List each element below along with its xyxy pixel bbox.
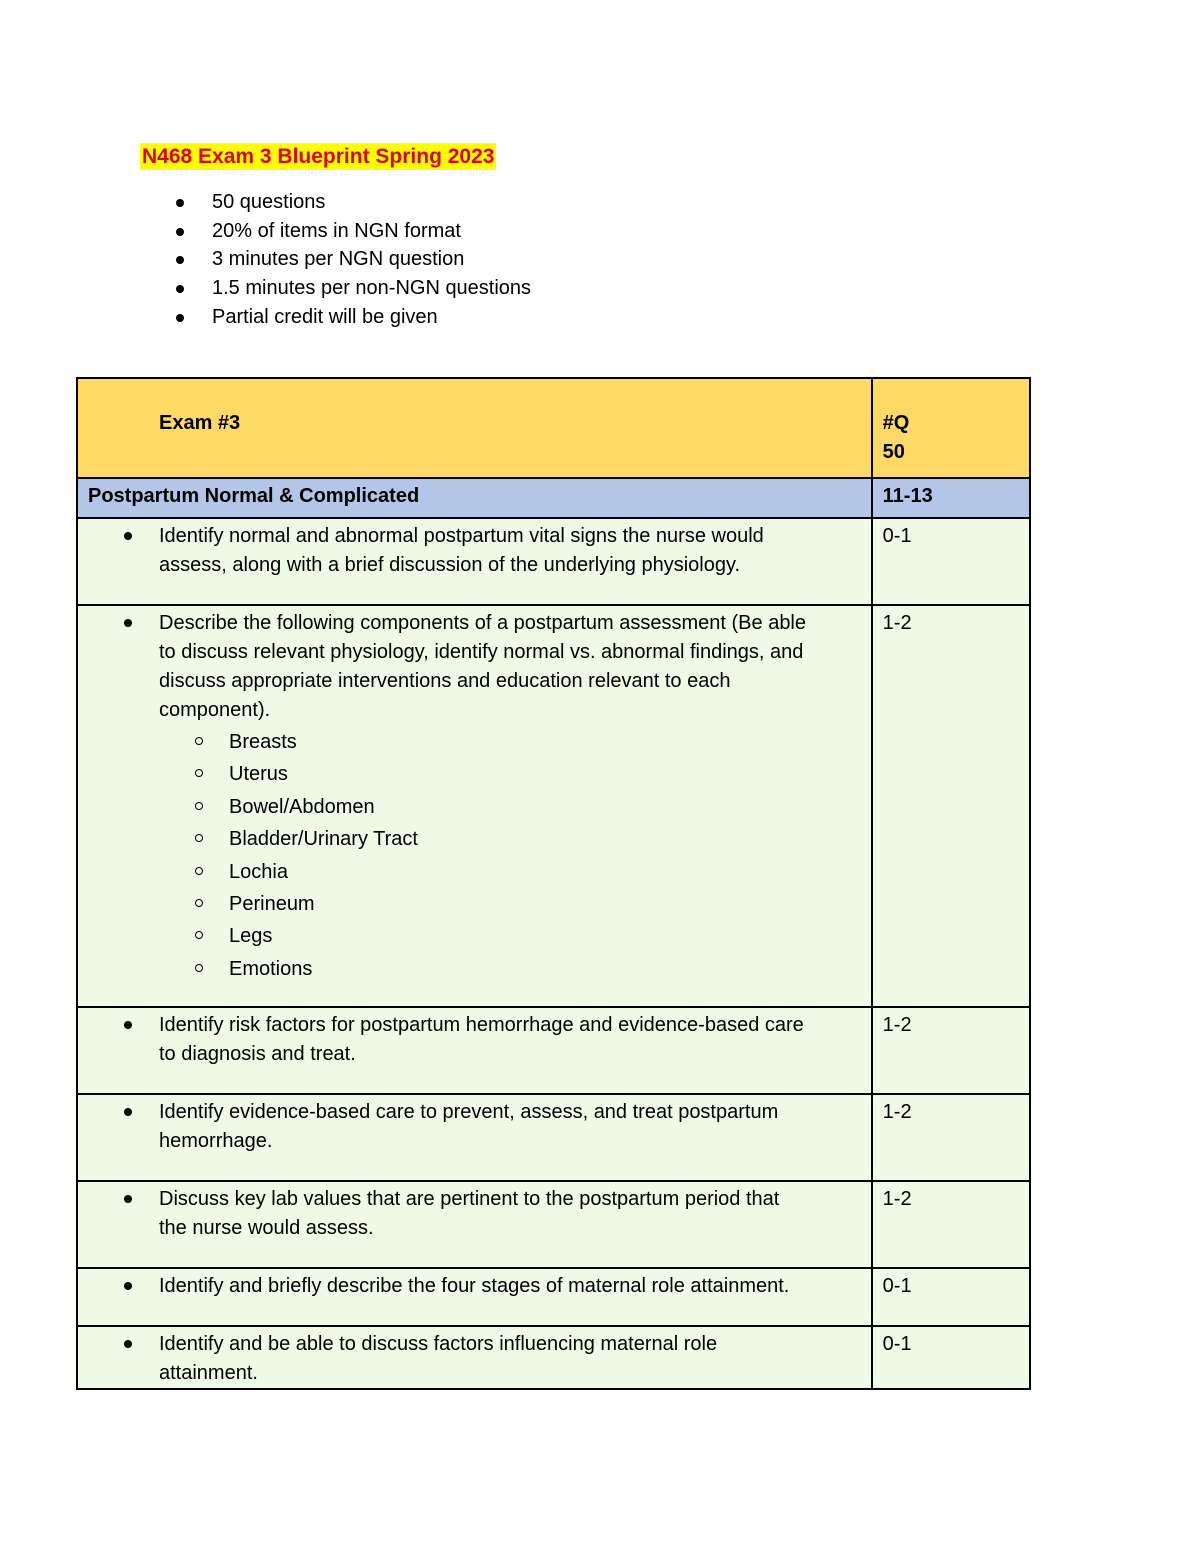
circle-bullet-icon xyxy=(195,834,203,842)
info-item: 20% of items in NGN format xyxy=(170,217,531,246)
question-count: 0-1 xyxy=(882,1333,912,1355)
question-count: 1-2 xyxy=(882,1188,912,1210)
assessment-components-list xyxy=(159,726,861,985)
table-row xyxy=(77,518,1030,605)
list-item: Lochia xyxy=(159,856,861,888)
objective: Identify and briefly describe the four stages of maternal role attainment. xyxy=(78,1269,871,1301)
circle-bullet-icon xyxy=(195,964,203,972)
table-row xyxy=(77,1326,1030,1389)
table-row xyxy=(77,605,1030,1007)
question-count: 0-1 xyxy=(882,1275,912,1297)
circle-bullet-icon xyxy=(195,931,203,939)
exam-info-list xyxy=(170,188,531,332)
circle-bullet-icon xyxy=(195,802,203,810)
header-exam-label: Exam #3 xyxy=(159,412,241,434)
bullet-icon xyxy=(124,532,132,540)
bullet-icon xyxy=(124,1282,132,1290)
document-title: N468 Exam 3 Blueprint Spring 2023 xyxy=(142,145,495,168)
info-item: 50 questions xyxy=(170,188,531,217)
question-count: 1-2 xyxy=(882,1101,912,1123)
list-item: Emotions xyxy=(159,953,861,985)
list-item: Bowel/Abdomen xyxy=(159,791,861,823)
list-item: Legs xyxy=(159,920,861,952)
info-item: 3 minutes per NGN question xyxy=(170,245,531,274)
bullet-icon xyxy=(124,619,132,627)
table-row xyxy=(77,1268,1030,1326)
circle-bullet-icon xyxy=(195,899,203,907)
header-exam-cell xyxy=(77,378,872,478)
list-item: Uterus xyxy=(159,758,861,790)
info-item: Partial credit will be given xyxy=(170,303,531,332)
circle-bullet-icon xyxy=(195,737,203,745)
question-count: 1-2 xyxy=(882,1014,912,1036)
section-count: 11-13 xyxy=(882,485,933,507)
question-count: 0-1 xyxy=(882,525,912,547)
table-row xyxy=(77,1094,1030,1181)
section-title: Postpartum Normal & Complicated xyxy=(88,485,420,507)
objective: Identify risk factors for postpartum hemorrhage and evidence-based care to diagnosis and treat. xyxy=(78,1008,871,1069)
info-item: 1.5 minutes per non-NGN questions xyxy=(170,274,531,303)
question-count: 1-2 xyxy=(882,612,912,634)
bullet-icon xyxy=(124,1021,132,1029)
list-item: Breasts xyxy=(159,726,861,758)
table-row xyxy=(77,1181,1030,1268)
header-q-cell xyxy=(872,378,1030,478)
bullet-icon xyxy=(124,1195,132,1203)
objective: Identify evidence-based care to prevent, assess, and treat postpartum hemorrhage. xyxy=(78,1095,871,1156)
table-header-row xyxy=(77,378,1030,478)
objective: Identify normal and abnormal postpartum vital signs the nurse would assess, along with a brief discussion of the underlying physiology. xyxy=(78,519,871,580)
header-q-total: 50 xyxy=(882,441,905,463)
list-item: Perineum xyxy=(159,888,861,920)
bullet-icon xyxy=(124,1108,132,1116)
objective: Describe the following components of a postpartum assessment (Be able to discuss relevant physiology, identify normal vs. abnormal findings, and discuss appropriate interventions and education relevant to each component). Breasts Uterus Bowel/Abdomen Bladder/Urinary Tract Lochia Perineum Legs Emotions xyxy=(78,606,871,985)
header-q-label: #Q xyxy=(882,412,910,434)
table-row xyxy=(77,1007,1030,1094)
circle-bullet-icon xyxy=(195,769,203,777)
bullet-icon xyxy=(124,1340,132,1348)
objective: Discuss key lab values that are pertinent to the postpartum period that the nurse would assess. xyxy=(78,1182,871,1243)
section-row xyxy=(77,478,1030,518)
blueprint-table xyxy=(76,377,1031,1390)
objective: Identify and be able to discuss factors influencing maternal role attainment. xyxy=(78,1327,871,1388)
circle-bullet-icon xyxy=(195,867,203,875)
list-item: Bladder/Urinary Tract xyxy=(159,823,861,855)
